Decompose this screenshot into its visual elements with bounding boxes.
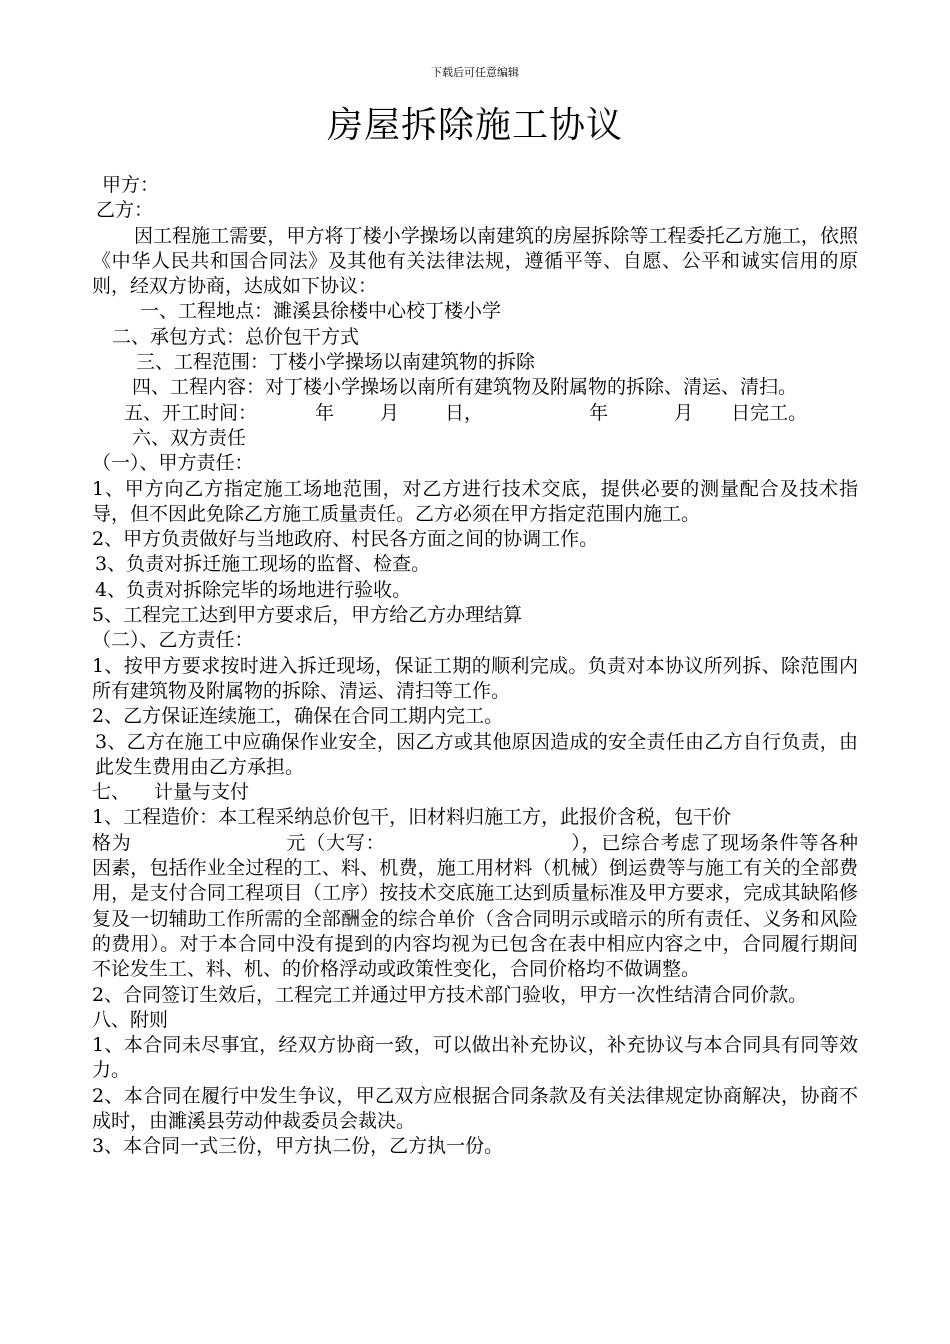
section-8-heading: 八、附则 (92, 1008, 169, 1031)
party-b-line: 乙方： (96, 199, 154, 222)
section-4-content: 四、工程内容：对丁楼小学操场以南所有建筑物及附属物的拆除、清运、清扫。 (132, 376, 798, 399)
header-note: 下载后可任意编辑 (431, 66, 519, 79)
price-close: ），已综合考虑了现 (570, 831, 740, 854)
supplementary-clause-3: 3、本合同一式三份，甲方执二份，乙方执一份。 (92, 1135, 504, 1158)
section-7-heading (92, 780, 858, 805)
schedule-end: 日完工。 (731, 401, 808, 424)
document-title: 房屋拆除施工协议 (326, 105, 623, 146)
payment-rest: 场条件等各种因素，包括作业全过程的工、料、机费，施工用材料（机械）倒运费等与施工有关的全部费用，是支付合同工程项目（工序）按技术交底施工达到质量标准及甲方要求，完成其缺陷修复及一切辅助工作所需的全部酬金的综合单价（含合同明示或暗示的所有责任、义务和风险的费用）。对于本合同中没有提到的内容均视为已包含在表中相应内容之中，合同履行期间不论发生工、料、机、的价格浮动或政策性变化，合同价格均不做调整。 (92, 831, 858, 981)
section-7-number: 七、 (92, 781, 131, 804)
party-a-duty-3: 3、负责对拆迁施工现场的监督、检查。 (95, 553, 431, 576)
schedule-label: 五、开工时间： (124, 401, 258, 424)
intro-paragraph: 因工程施工需要，甲方将丁楼小学操场以南建筑的房屋拆除等工程委托乙方施工，依照《中华人民共和国合同法》及其他有关法律法规，遵循平等、自愿、公平和诚实信用的原则，经双方协商，达成如下协议： (92, 224, 858, 298)
party-a-duty-4: 4、负责对拆除完毕的场地进行验收。 (95, 578, 412, 601)
document-body (92, 173, 858, 1160)
document-page (92, 0, 858, 1344)
payment-clause-2: 2、合同签订生效后，工程完工并通过甲方技术部门验收，甲方一次性结清合同价款。 (92, 983, 808, 1006)
party-a-duties-heading: （一）、甲方责任： (92, 452, 254, 475)
party-b-duty-3: 3、乙方在施工中应确保作业安全，因乙方或其他原因造成的安全责任由乙方自行负责，由此发生费用由乙方承担。 (95, 730, 858, 778)
schedule-month-2: 月 (674, 401, 694, 424)
price-yuan: 元（大写： (285, 831, 386, 854)
section-3-scope: 三、工程范围：丁楼小学操场以南建筑物的拆除 (136, 351, 536, 374)
party-a-duty-2: 2、甲方负责做好与当地政府、村民各方面之间的协调工作。 (92, 528, 599, 551)
section-1-location: 一、工程地点：濉溪县徐楼中心校丁楼小学 (140, 300, 502, 323)
payment-line-1: 1、工程造价：本工程采纳总价包干，旧材料归施工方，此报价含税，包干价 (92, 806, 732, 829)
price-label: 格为 (92, 831, 132, 854)
section-6-heading: 六、双方责任 (132, 426, 247, 449)
party-a-duty-5: 5、工程完工达到甲方要求后，甲方给乙方办理结算 (92, 604, 523, 627)
party-a-line: 甲方： (102, 174, 160, 196)
schedule-year-2: 年 (589, 401, 609, 424)
party-b-duties-heading: （二）、乙方责任： (92, 629, 254, 652)
schedule-year-1: 年 (315, 401, 335, 424)
supplementary-clause-2: 2、本合同在履行中发生争议，甲乙双方应根据合同条款及有关法律规定协商解决，协商不成时，由濉溪县劳动仲裁委员会裁决。 (92, 1084, 858, 1132)
section-7-title: 计量与支付 (154, 781, 250, 804)
schedule-month-1: 月 (380, 401, 400, 424)
payment-clause-1 (92, 805, 858, 982)
party-a-duty-1: 1、甲方向乙方指定施工场地范围，对乙方进行技术交底，提供必要的测量配合及技术指导，但不因此免除乙方施工质量责任。乙方必须在甲方指定范围内施工。 (92, 477, 858, 525)
supplementary-clause-1: 1、本合同未尽事宜，经双方协商一致，可以做出补充协议，补充协议与本合同具有同等效力。 (92, 1034, 858, 1082)
party-b-duty-2: 2、乙方保证连续施工，确保在合同工期内完工。 (92, 705, 504, 728)
section-2-contract-method: 二、承包方式：总价包干方式 (112, 325, 360, 348)
schedule-day-1: 日， (445, 401, 484, 424)
section-5-schedule (92, 401, 858, 426)
party-b-duty-1: 1、按甲方要求按时进入拆迁现场，保证工期的顺利完成。负责对本协议所列拆、除范围内所有建筑物及附属物的拆除、清运、清扫等工作。 (92, 654, 858, 702)
